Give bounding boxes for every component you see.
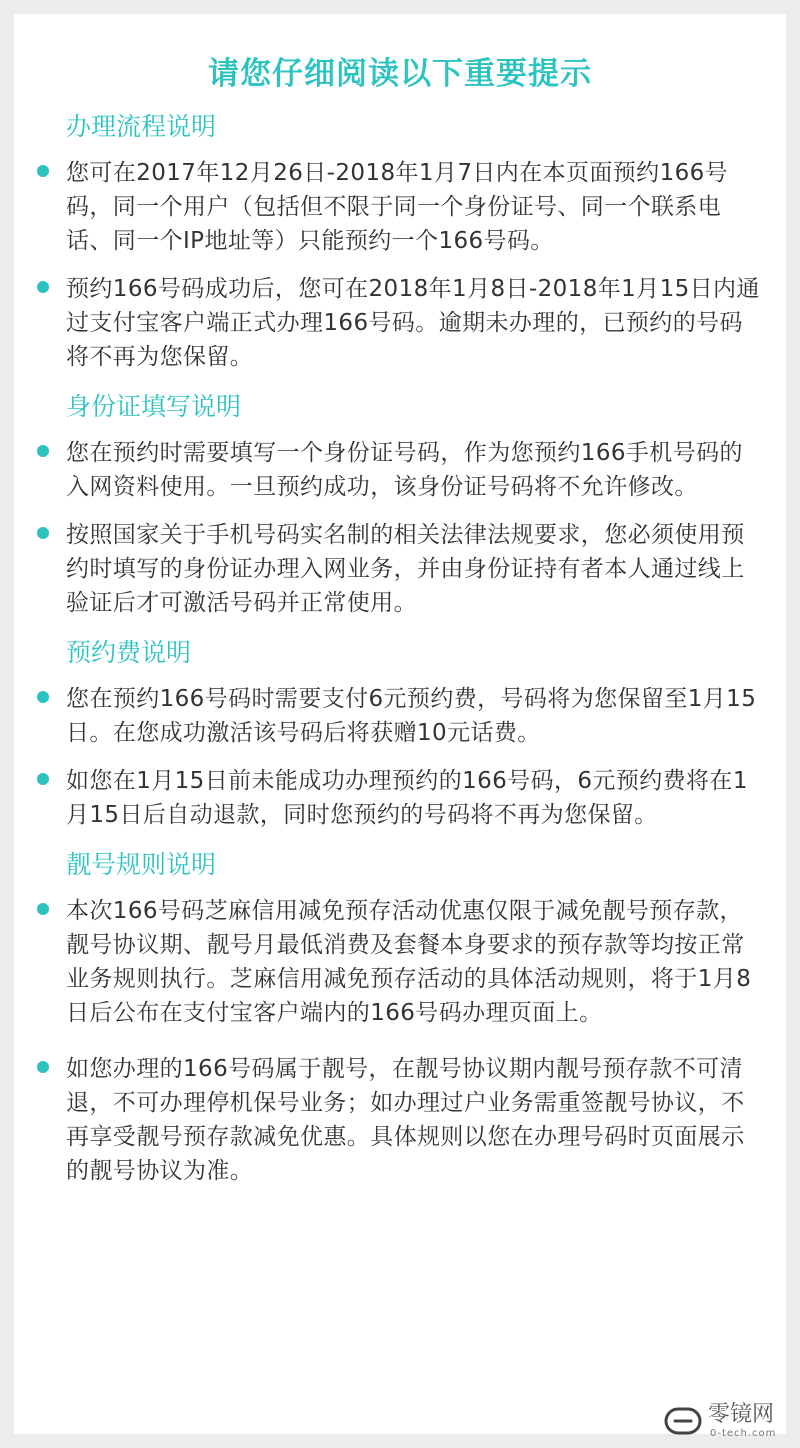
section-vanity-number — [14, 848, 786, 1188]
bullet-dot-icon — [37, 773, 49, 785]
section-heading-process: 办理流程说明 — [66, 112, 217, 141]
list-item-text: 如您在1月15日前未能成功办理预约的166号码，6元预约费将在1月15日后自动退款，同时您预约的号码将不再为您保留。 — [66, 768, 748, 828]
list-item-text: 预约166号码成功后，您可在2018年1月8日-2018年1月15日内通过支付宝客户端正式办理166号码。逾期未办理的，已预约的号码将不再为您保留。 — [66, 276, 760, 370]
notice-sections — [14, 110, 786, 1202]
watermark-name: 零镜网 — [708, 1402, 775, 1427]
notice-card — [14, 14, 786, 1434]
section-heading-reservation-fee: 预约费说明 — [66, 638, 192, 667]
list-item — [14, 764, 766, 832]
bullet-dot-icon — [37, 903, 49, 915]
list-item — [14, 1052, 766, 1188]
bullet-dot-icon — [37, 281, 49, 293]
watermark-url: 0-tech.com — [710, 1428, 777, 1439]
section-id-card — [14, 390, 786, 620]
bullet-dot-icon — [37, 445, 49, 457]
bullet-dot-icon — [37, 691, 49, 703]
bullet-dot-icon — [37, 1061, 49, 1073]
section-heading-id-card: 身份证填写说明 — [66, 392, 242, 421]
list-item — [14, 436, 766, 504]
list-item — [14, 272, 766, 374]
list-item-text: 如您办理的166号码属于靓号，在靓号协议期内靓号预存款不可清退，不可办理停机保号业务；如办理过户业务需重签靓号协议，不再享受靓号预存款减免优惠。具体规则以您在办理号码时页面展示的靓号协议为准。 — [66, 1056, 745, 1184]
watermark — [664, 1402, 794, 1444]
list-item — [14, 682, 766, 750]
list-item-text: 您在预约时需要填写一个身份证号码，作为您预约166手机号码的入网资料使用。一旦预约成功，该身份证号码将不允许修改。 — [66, 440, 743, 500]
section-reservation-fee — [14, 636, 786, 832]
watermark-logo-icon — [664, 1406, 702, 1436]
list-item-text: 本次166号码芝麻信用减免预存活动优惠仅限于减免靓号预存款，靓号协议期、靓号月最低消费及套餐本身要求的预存款等均按正常业务规则执行。芝麻信用减免预存活动的具体活动规则，将于1月8日后公布在支付宝客户端内的166号码办理页面上。 — [66, 898, 752, 1026]
list-item — [14, 156, 766, 258]
section-process — [14, 110, 786, 374]
section-heading-vanity-number: 靓号规则说明 — [66, 850, 217, 879]
bullet-dot-icon — [37, 527, 49, 539]
page-title: 请您仔细阅读以下重要提示 — [208, 56, 592, 92]
list-item-text: 您在预约166号码时需要支付6元预约费，号码将为您保留至1月15日。在您成功激活该号码后将获赠10元话费。 — [66, 686, 757, 746]
list-item — [14, 894, 766, 1030]
list-item-text: 按照国家关于手机号码实名制的相关法律法规要求，您必须使用预约时填写的身份证办理入网业务，并由身份证持有者本人通过线上验证后才可激活号码并正常使用。 — [66, 522, 745, 616]
bullet-dot-icon — [37, 165, 49, 177]
list-item-text: 您可在2017年12月26日-2018年1月7日内在本页面预约166号码，同一个用户（包括但不限于同一个身份证号、同一个联系电话、同一个IP地址等）只能预约一个166号码。 — [66, 160, 729, 254]
list-item — [14, 518, 766, 620]
